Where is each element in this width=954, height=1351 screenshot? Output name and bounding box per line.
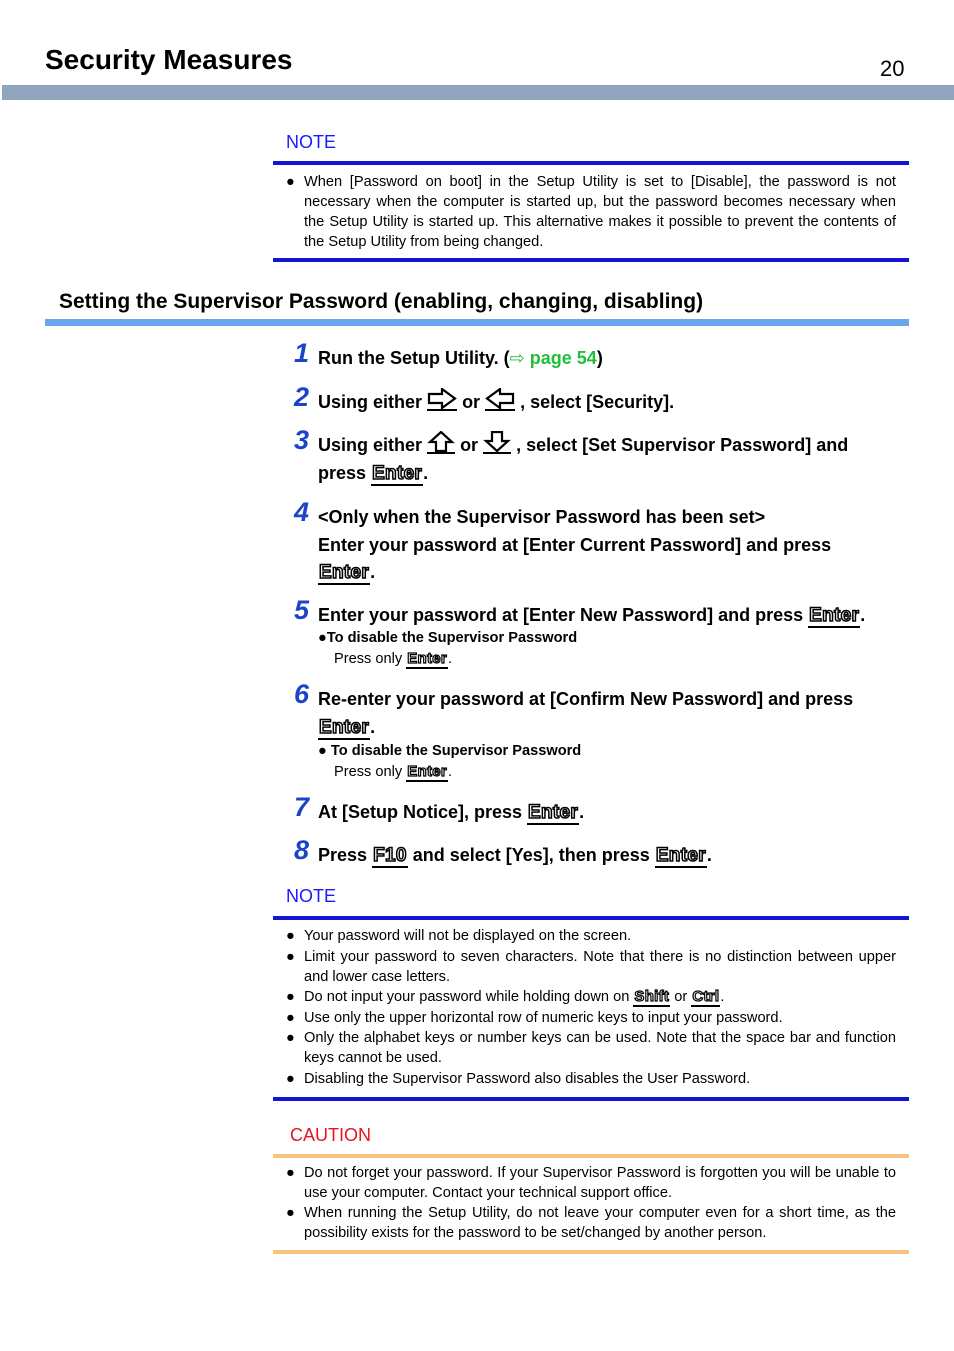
note-bottom-rule <box>273 258 909 262</box>
section-bar <box>45 319 909 326</box>
note-item: ● Only the alphabet keys or number keys can be used. Note that the space bar and function keys cannot be used. <box>286 1030 896 1066</box>
step-number: 2 <box>294 382 310 412</box>
enter-key: Enter <box>319 562 370 583</box>
substep-text: Press only Enter. <box>334 763 453 780</box>
substep-heading: ●To disable the Supervisor Password <box>318 630 578 646</box>
left-arrow-key-icon <box>485 388 515 411</box>
bullet-icon: ● <box>286 928 295 944</box>
step-number: 6 <box>294 679 310 709</box>
up-arrow-key-icon <box>427 431 455 454</box>
caution-item: ● Do not forget your password. If your Supervisor Password is forgotten you will be unable to use your computer. Contact your technical support office. <box>286 1165 896 1201</box>
step-number: 3 <box>294 425 310 455</box>
caution-label: CAUTION <box>290 1125 371 1145</box>
bullet-icon: ● <box>286 989 295 1005</box>
note-item: ● Disabling the Supervisor Password also disables the User Password. <box>286 1071 751 1087</box>
shift-key: Shift <box>634 988 670 1005</box>
title-bar <box>2 85 954 100</box>
enter-key: Enter <box>407 650 448 667</box>
bullet-icon: ● <box>286 1071 295 1087</box>
caution-bottom-rule <box>273 1250 909 1254</box>
enter-key: Enter <box>528 802 579 823</box>
down-arrow-key-icon <box>483 431 511 454</box>
page-title: Security Measures <box>45 44 293 75</box>
bullet-icon: ● <box>286 1030 295 1046</box>
enter-key: Enter <box>809 605 860 626</box>
page-link[interactable]: page 54 <box>529 348 597 368</box>
step-number: 7 <box>294 792 310 822</box>
note-label: NOTE <box>286 132 337 152</box>
enter-key: Enter <box>319 717 370 738</box>
note-bottom-rule <box>273 1097 909 1101</box>
enter-key: Enter <box>372 463 423 484</box>
bullet-icon: ● <box>286 174 295 190</box>
caution-top-rule <box>273 1154 909 1158</box>
bullet-icon: ● <box>286 1010 295 1026</box>
section-title: Setting the Supervisor Password (enabling, changing, disabling) <box>59 290 704 313</box>
substep-heading: ● To disable the Supervisor Password <box>318 743 582 759</box>
right-arrow-key-icon <box>427 388 457 411</box>
ctrl-key: Ctrl <box>692 988 720 1005</box>
bullet-icon: ● <box>286 1205 295 1221</box>
bullet-icon: ● <box>286 1165 295 1181</box>
substep-text: Press only Enter. <box>334 650 453 667</box>
note-item: ● Use only the upper horizontal row of numeric keys to input your password. <box>286 1010 783 1026</box>
bullet-icon: ● <box>286 949 295 965</box>
note-item: ● Your password will not be displayed on the screen. <box>286 928 632 944</box>
enter-key: Enter <box>655 845 706 866</box>
caution-item: ● When running the Setup Utility, do not leave your computer even for a short time, as the possibility exists for the password to be set/changed by another person. <box>286 1205 896 1241</box>
step-number: 5 <box>294 595 310 625</box>
enter-key: Enter <box>407 763 448 780</box>
step-number: 4 <box>294 497 310 527</box>
step-number: 1 <box>294 338 310 368</box>
note-item: ● When [Password on boot] in the Setup Utility is set to [Disable], the password is not necessary when the computer is started up, but the password becomes necessary when the Setup Utility is started up. This alternative makes it possible to prevent the contents of the Setup Utility from being changed. <box>286 174 896 250</box>
note-item: ● Do not input your password while holding down on Shift or Ctrl. <box>286 988 725 1005</box>
link-arrow-icon: ⇨ <box>509 348 525 368</box>
page-number: 20 <box>880 56 905 81</box>
f10-key: F10 <box>373 845 407 866</box>
note-top-rule <box>273 916 909 920</box>
note-label: NOTE <box>286 886 337 906</box>
bullet-icon: ● <box>318 630 327 646</box>
step-number: 8 <box>294 835 310 865</box>
note-top-rule <box>273 161 909 165</box>
bullet-icon: ● <box>318 743 327 759</box>
note-item: ● Limit your password to seven characters. Note that there is no distinction between upper and lower case letters. <box>286 949 896 985</box>
